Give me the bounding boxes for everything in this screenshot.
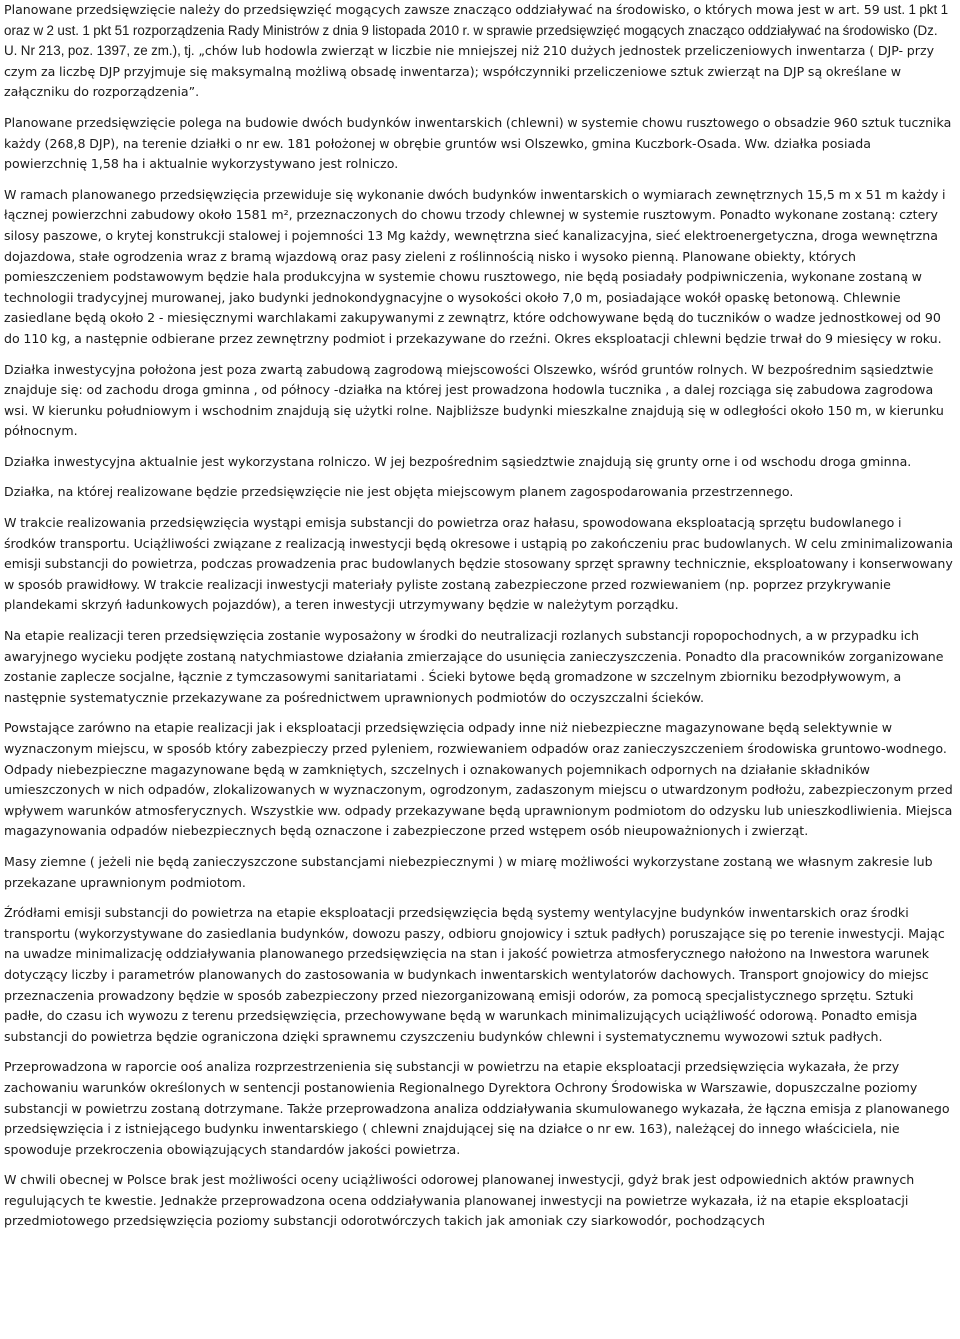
paragraph-air-emission-sources: Źródłami emisji substancji do powietrza na etapie eksploatacji przedsięwzięcia będą systemy wentylacyjne budynków inwentarskich oraz środki transportu (wykorzystywane do zasiedlania budynków, dowozu paszy, odbioru gnojowicy i sztuk padłych) poruszające się po terenie inwestycji. Mając na uwadze minimalizację oddziaływania planowanego przedsięwzięcia na stan i jakość powietrza atmosferycznego nałożono na Inwestora warunek dotyczący liczby i parametrów planowanych do zastosowania w budynkach inwentarskich wentylatorów dachowych. Transport gnojowicy do miejsc przeznaczenia prowadzony będzie w sposób zabezpieczony przed niezorganizowaną emisji odorów, za pomocą specjalistycznego sprzętu. Sztuki padłe, do czasu ich wywozu z terenu przedsięwzięcia, przechowywane będą w warunkach minimalizujących uciążliwość odorową. Ponadto emisja substancji do powietrza będzie ograniczona dzięki sprawnemu czyszczeniu budynków chlewni i systematycznemu wywozowi sztuk padłych. bbox=[4, 905, 945, 1044]
paragraph-classification-lead: Planowane przedsięwzięcie należy do przedsięwzięć mogących zawsze znacząco oddziaływać na środowisko, o których mowa jest w art. 59 bbox=[4, 2, 884, 17]
paragraph-waste-management: Powstające zarówno na etapie realizacji jak i eksploatacji przedsięwzięcia odpady inne niż niebezpieczne magazynowane będą selektywnie w wyznaczonym miejscu, w sposób który zabezpieczy przed pyleniem, rozwiewaniem odpadów oraz zanieczyszczeniem środowiska gruntowo-wodnego. Odpady niebezpieczne magazynowane będą w zamkniętych, szczelnych i oznakowanych pojemnikach odpornych na działanie składników umieszczonych w nich odpadów, zlokalizowanych w wyznaczonym, ogrodzonym, zadaszonym miejscu o utwardzonym podłożu, zabezpieczonym przed wpływem warunków atmosferycznych. Wszystkie ww. odpady przekazywane będą uprawnionym podmiotom do odzysku lub unieszkodliwienia. Miejsca magazynowania odpadów niebezpiecznych będą oznaczone i zabezpieczone przed wstępem osób nieupoważnionych i zwierząt. bbox=[4, 720, 953, 839]
paragraph-current-land-use: Działka inwestycyjna aktualnie jest wykorzystana rolniczo. W jej bezpośrednim sąsiedztwie znajdują się grunty orne i od wschodu droga gminna. bbox=[4, 453, 912, 469]
paragraph-site-location: Działka inwestycyjna położona jest poza zwartą zabudową zagrodową miejscowości Olszewko, wśród gruntów rolnych. W bezpośrednim sąsiedztwie znajduje się: od zachodu droga gminna , od północy -działka na której jest prowadzona hodowla tucznika , a dalej rozciąga się zabudowa zagrodowa wsi. W kierunku południowym i wschodnim znajdują się użytki rolne. Najbliższe budynki mieszkalne znajdują się w odległości około 150 m, w kierunku północnym. bbox=[4, 361, 944, 439]
paragraph-odour-assessment: W chwili obecnej w Polsce brak jest możliwości oceny uciążliwości odorowej planowanej inwestycji, gdyż brak jest odpowiednich aktów prawnych regulujących te kwestie. Jednakże przeprowadzona ocena oddziaływania planowanej inwestycji na powietrze wykazała, iż na etapie eksploatacji przedmiotowego przedsięwzięcia poziomy substancji odorotwórczych takich jak amoniak czy siarkowodór, pochodzących bbox=[4, 1172, 915, 1229]
document-page bbox=[4, 0, 954, 1242]
paragraph-scope-of-works: W ramach planowanego przedsięwzięcia przewiduje się wykonanie dwóch budynków inwentarskich o wymiarach zewnętrznych 15,5 m x 51 m każdy i łącznej powierzchni zabudowy około 1581 m², przeznaczonych do chowu trzody chlewnej w systemie rusztowym. Ponadto wykonane zostaną: cztery silosy paszowe, o krytej konstrukcji stalowej i pojemności 13 Mg każdy, wewnętrzna sieć kanalizacyjna, sieć elektroenergetyczna, droga wewnętrzna dojazdowa, stałe ogrodzenia wraz z bramą wjazdową oraz pasy zieleni z roślinnością nisko i wysoko pienną. Planowane obiekty, których pomieszczeniem podstawowym będzie hala produkcyjna w systemie chowu rusztowego, nie będą posiadały podpiwniczenia, wykonane zostaną w technologii tradycyjnej murowanej, jako budynki jednokondygnacyjne o wysokości około 7,0 m, posiadające wokół opaskę betonową. Chlewnie zasiedlane będą około 2 - miesięcznymi warchlakami zakupywanymi z zewnątrz, które odchowywane będą do tuczników o wadze jednostkowej od 90 do 110 kg, a następnie odbierane przez zewnętrzny podmiot i przekazywane do rzeźni. Okres eksploatacji chlewni będzie trwał do 9 miesięcy w roku. bbox=[4, 186, 946, 346]
paragraph-earth-masses: Masy ziemne ( jeżeli nie będą zanieczyszczone substancjami niebezpiecznymi ) w miarę możliwości wykorzystane zostaną we własnym zakresie lub przekazane uprawnionym podmiotom. bbox=[4, 853, 933, 890]
paragraph-dispersion-analysis: Przeprowadzona w raporcie ooś analiza rozprzestrzenienia się substancji w powietrzu na etapie eksploatacji przedsięwzięcia wykazała, że przy zachowaniu warunków określonych w sentencji postanowienia Regionalnego Dyrektora Ochrony Środowiska w Warszawie, dopuszczalne poziomy substancji w powietrzu zostaną dotrzymane. Także przeprowadzona analiza oddziaływania skumulowanego wykazała, że łączna emisja z planowanego przedsięwzięcia i z istniejącego budynku inwentarskiego ( chlewni znajdującej się na działce o nr ew. 163), należącej do innego właściciela, nie spowoduje przekroczenia obowiązujących standardów jakości powietrza. bbox=[4, 1059, 950, 1157]
paragraph-classification-definition: „chów lub hodowla zwierząt w liczbie nie mniejszej niż 210 dużych jednostek przeliczeniowych inwentarza ( DJP- przy czym za liczbę DJP przyjmuje się maksymalną możliwą obsadę inwentarza); współczynniki przeliczeniowe sztuk zwierząt na DJP są określane w załączniku do rozporządzenia”. bbox=[4, 43, 935, 100]
paragraph-construction-emissions: W trakcie realizowania przedsięwzięcia wystąpi emisja substancji do powietrza oraz hałasu, spowodowana eksploatacją sprzętu budowlanego i środków transportu. Uciążliwości związane z realizacją inwestycji będą okresowe i ustąpią po zakończeniu prac budowlanych. W celu zminimalizowania emisji substancji do powietrza, podczas prowadzenia prac budowlanych będzie stosowany sprzęt sprawny technicznie, eksploatowany i konserwowany w sposób prawidłowy. W trakcie realizacji inwestycji materiały pyliste zostaną zabezpieczone przed rozwiewaniem (np. poprzez przykrywanie plandekami skrzyń ładunkowych pojazdów), a teren inwestycji utrzymywany będzie w należytym porządku. bbox=[4, 515, 954, 613]
paragraph-zoning-plan: Działka, na której realizowane będzie przedsięwzięcie nie jest objęta miejscowym planem zagospodarowania przestrzennego. bbox=[4, 484, 794, 500]
paragraph-spill-protection: Na etapie realizacji teren przedsięwzięcia zostanie wyposażony w środki do neutralizacji rozlanych substancji ropopochodnych, a w przypadku ich awaryjnego wycieku podjęte zostaną natychmiastowe działania zmierzające do usunięcia zanieczyszczenia. Ponadto dla pracowników zorganizowane zostanie zaplecze socjalne, łącznie z tymczasowymi sanitariatami . Ścieki bytowe będą gromadzone w szczelnym zbiorniku bezodpływowym, a następnie systematycznie przekazywane za pośrednictwem uprawnionych podmiotów do oczyszczalni ścieków. bbox=[4, 628, 944, 705]
regulation-citation: ust. 1 pkt 1 oraz w 2 ust. 1 pkt 51 rozporządzenia Rady Ministrów z dnia 9 listopada 2010 r. w sprawie przedsięwzięć mogących znacząco oddziaływać na środowisko (Dz. U. Nr 213, poz. 1397, ze zm.), tj. bbox=[4, 2, 949, 59]
paragraph-project-description: Planowane przedsięwzięcie polega na budowie dwóch budynków inwentarskich (chlewni) w systemie chowu rusztowego o obsadzie 960 sztuk tucznika każdy (268,8 DJP), na terenie działki o nr ew. 181 położonej w obrębie gruntów wsi Olszewko, gmina Kuczbork-Osada. Ww. działka posiada powierzchnię 1,58 ha i aktualnie wykorzystywano jest rolniczo. bbox=[4, 114, 952, 172]
paragraph-classification bbox=[4, 0, 954, 103]
